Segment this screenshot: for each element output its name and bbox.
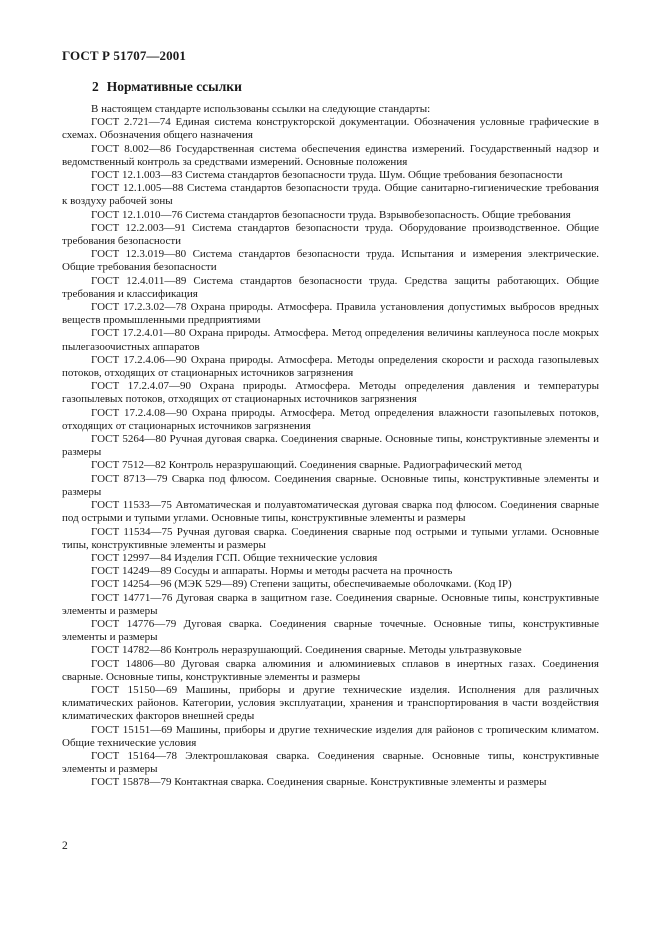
reference-item: ГОСТ 17.2.3.02—78 Охрана природы. Атмосфера. Правила установления допустимых выбросов вредных веществ промышленными предприятиями bbox=[62, 301, 599, 327]
reference-item: ГОСТ 15150—69 Машины, приборы и другие технические изделия. Исполнения для различных климатических районов. Категории, условия эксплуатации, хранения и транспортирования в части воздействия климатических факторов внешней среды bbox=[62, 683, 599, 723]
reference-item: ГОСТ 15164—78 Электрошлаковая сварка. Соединения сварные. Основные типы, конструктивные элементы и размеры bbox=[62, 749, 599, 776]
reference-item: ГОСТ 5264—80 Ручная дуговая сварка. Соединения сварные. Основные типы, конструктивные элементы и размеры bbox=[62, 433, 599, 459]
reference-item: ГОСТ 15878—79 Контактная сварка. Соединения сварные. Конструктивные элементы и размеры bbox=[91, 776, 547, 789]
reference-item: ГОСТ 14254—96 (МЭК 529—89) Степени защиты, обеспечиваемые оболочками. (Код IP) bbox=[91, 578, 512, 591]
reference-item: ГОСТ 14782—86 Контроль неразрушающий. Соединения сварные. Методы ультразвуковые bbox=[91, 644, 522, 657]
reference-item: ГОСТ 12.4.011—89 Система стандартов безопасности труда. Средства защиты работающих. Общие требования и классификация bbox=[62, 274, 599, 300]
reference-item: ГОСТ 14249—89 Сосуды и аппараты. Нормы и методы расчета на прочность bbox=[91, 565, 453, 578]
reference-item: ГОСТ 11533—75 Автоматическая и полуавтоматическая дуговая сварка под флюсом. Соединения сварные под острыми и тупыми углами. Основные типы, конструктивные элементы и размеры bbox=[62, 499, 599, 525]
section-title: Нормативные ссылки bbox=[106, 79, 242, 94]
reference-item: ГОСТ 8.002—86 Государственная система обеспечения единства измерений. Государственный надзор и ведомственный контроль за средствами измерений. Основные положения bbox=[62, 142, 599, 168]
reference-item: ГОСТ 12.1.010—76 Система стандартов безопасности труда. Взрывобезопасность. Общие требования bbox=[91, 208, 571, 221]
reference-item: ГОСТ 17.2.4.01—80 Охрана природы. Атмосфера. Метод определения величины каплеуноса после мокрых пылегазоочистных аппаратов bbox=[62, 327, 599, 353]
section-heading bbox=[92, 79, 242, 95]
page-number: 2 bbox=[62, 840, 68, 852]
reference-item: ГОСТ 7512—82 Контроль неразрушающий. Соединения сварные. Радиографический метод bbox=[91, 459, 522, 472]
section-number: 2 bbox=[92, 79, 99, 94]
document-header: ГОСТ Р 51707—2001 bbox=[62, 48, 186, 63]
references-body bbox=[62, 103, 599, 790]
reference-item: ГОСТ 14771—76 Дуговая сварка в защитном газе. Соединения сварные. Основные типы, конструктивные элементы и размеры bbox=[62, 591, 599, 617]
reference-item: ГОСТ 12.2.003—91 Система стандартов безопасности труда. Оборудование производственное. Общие требования безопасности bbox=[62, 221, 599, 248]
intro-paragraph: В настоящем стандарте использованы ссылки на следующие стандарты: bbox=[91, 103, 431, 115]
reference-item: ГОСТ 8713—79 Сварка под флюсом. Соединения сварные. Основные типы, конструктивные элементы и размеры bbox=[62, 472, 599, 498]
reference-item: ГОСТ 12.3.019—80 Система стандартов безопасности труда. Испытания и измерения электрические. Общие требования безопасности bbox=[62, 248, 599, 274]
reference-item: ГОСТ 2.721—74 Единая система конструкторской документации. Обозначения условные графические в схемах. Обозначения общего назначения bbox=[62, 116, 599, 142]
reference-item: ГОСТ 12997—84 Изделия ГСП. Общие технические условия bbox=[91, 551, 378, 564]
reference-item: ГОСТ 12.1.005—88 Система стандартов безопасности труда. Общие санитарно-гигиенические требования к воздуху рабочей зоны bbox=[62, 182, 599, 208]
reference-item: ГОСТ 15151—69 Машины, приборы и другие технические изделия для районов с тропическим климатом. Общие технические условия bbox=[62, 723, 599, 749]
reference-item: ГОСТ 17.2.4.06—90 Охрана природы. Атмосфера. Методы определения скорости и расхода газопылевых потоков, отходящих от стационарных источников загрязнения bbox=[62, 353, 599, 380]
reference-item: ГОСТ 14776—79 Дуговая сварка. Соединения сварные точечные. Основные типы, конструктивные элементы и размеры bbox=[62, 617, 599, 644]
reference-item: ГОСТ 14806—80 Дуговая сварка алюминия и алюминиевых сплавов в инертных газах. Соединения сварные. Основные типы, конструктивные элементы и размеры bbox=[62, 657, 599, 683]
reference-item: ГОСТ 17.2.4.07—90 Охрана природы. Атмосфера. Методы определения давления и температуры газопылевых потоков, отходящих от стационарных источников загрязнения bbox=[62, 380, 599, 406]
reference-item: ГОСТ 11534—75 Ручная дуговая сварка. Соединения сварные под острыми и тупыми углами. Основные типы, конструктивные элементы и размеры bbox=[62, 525, 599, 551]
reference-item: ГОСТ 17.2.4.08—90 Охрана природы. Атмосфера. Метод определения влажности газопылевых потоков, отходящих от стационарных источников загрязнения bbox=[62, 406, 599, 432]
reference-item: ГОСТ 12.1.003—83 Система стандартов безопасности труда. Шум. Общие требования безопасности bbox=[91, 169, 563, 182]
